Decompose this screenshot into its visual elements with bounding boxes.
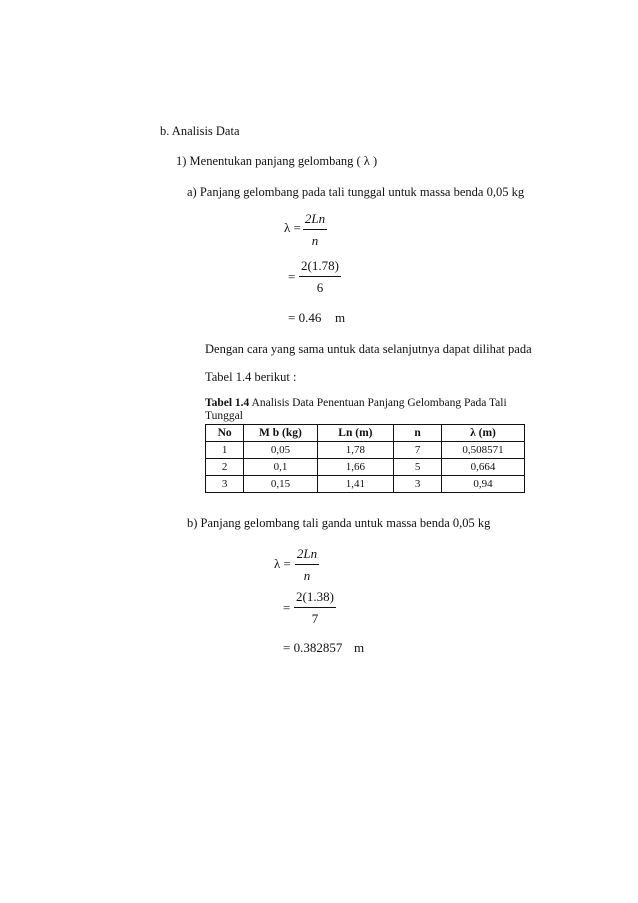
table-row [206,459,525,476]
part-b-sub-equals: = [283,600,291,615]
column-header: λ (m) [442,425,525,442]
fraction-bar [303,229,327,230]
table-cell: 5 [394,459,442,476]
part-b-formula-denominator: n [303,568,311,583]
fraction-bar [294,607,336,608]
part-a-formula-fraction [303,211,327,249]
table-row [206,476,525,493]
part-a-sub-denominator: 6 [316,280,324,295]
part-a-heading: a) Panjang gelombang pada tali tunggal untuk massa benda 0,05 kg [187,185,525,199]
table-cell: 1,41 [317,476,394,493]
part-b-substitution-fraction [294,589,336,627]
table-row [206,442,525,459]
part-a-result: = 0.46 [288,310,322,325]
column-header: M b (kg) [244,425,317,442]
column-header: No [206,425,244,442]
fraction-bar [299,276,341,277]
paragraph-line-1: Dengan cara yang sama untuk data selanjutnya dapat dilihat pada [205,342,532,356]
table-cell: 3 [394,476,442,493]
table-cell: 0,15 [244,476,317,493]
part-a-sub-numerator: 2(1.78) [301,258,339,273]
table-cell: 2 [206,459,244,476]
part-b-sub-numerator: 2(1.38) [296,589,334,604]
part-a-formula-denominator: n [311,233,319,248]
table-caption-label: Tabel 1.4 [205,397,250,409]
table-cell: 3 [206,476,244,493]
part-a-sub-equals: = [288,269,296,284]
table-cell: 0,664 [442,459,525,476]
column-header: n [394,425,442,442]
part-b-sub-denominator: 7 [311,611,319,626]
table-cell: 1 [206,442,244,459]
part-a-result-unit: m [335,310,346,325]
step-1-heading: 1) Menentukan panjang gelombang ( λ ) [176,154,378,168]
part-b-formula-fraction [295,546,319,584]
part-a-formula-numerator: 2Ln [304,211,326,226]
table-cell: 0,1 [244,459,317,476]
table-caption-text: Analisis Data Penentuan Panjang Gelombang Pada Tali Tunggal [205,397,507,422]
data-table [205,424,525,493]
part-b-result: = 0.382857 [283,640,343,655]
part-b-formula-numerator: 2Ln [296,546,318,561]
table-cell: 1,78 [317,442,394,459]
part-b-heading: b) Panjang gelombang tali ganda untuk massa benda 0,05 kg [187,516,491,530]
part-b-lambda-symbol: λ = [274,556,291,571]
paragraph-line-2: Tabel 1.4 berikut : [205,370,297,384]
section-heading: b. Analisis Data [160,124,240,138]
table-cell: 1,66 [317,459,394,476]
table-header-row [206,425,525,442]
table-cell: 0,508571 [442,442,525,459]
column-header: Ln (m) [317,425,394,442]
table-cell: 0,94 [442,476,525,493]
part-a-lambda-symbol: λ = [284,220,301,235]
table-cell: 7 [394,442,442,459]
fraction-bar [295,564,319,565]
table-cell: 0,05 [244,442,317,459]
part-a-substitution-fraction [299,258,341,296]
part-b-result-unit: m [354,640,365,655]
table-caption [205,397,535,423]
